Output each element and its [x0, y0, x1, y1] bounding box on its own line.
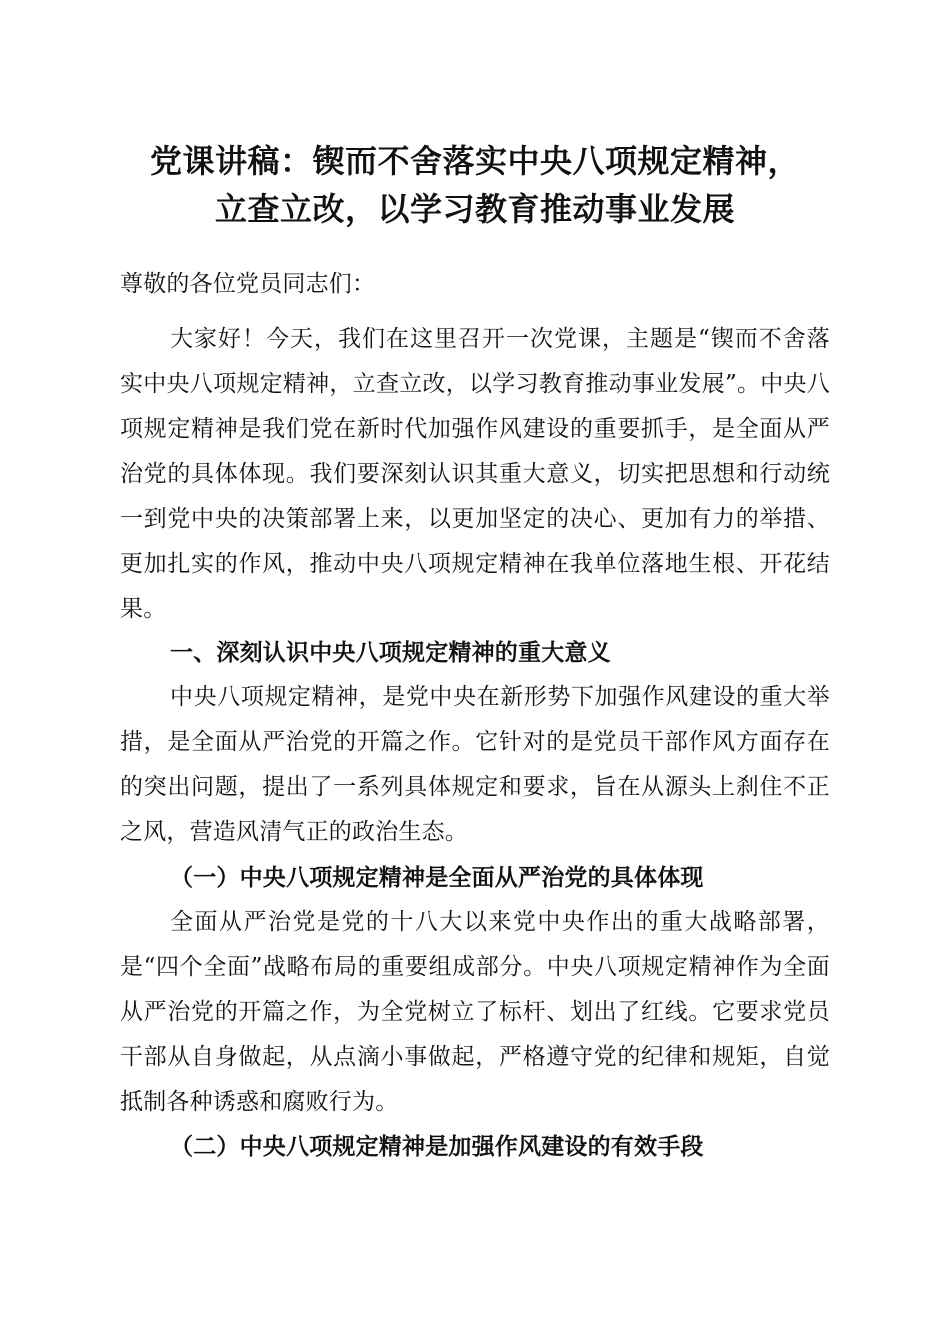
document-title-line-1: 党课讲稿：锲而不舍落实中央八项规定精神， [149, 142, 800, 180]
subsection-1-heading: （一）中央八项规定精神是全面从严治党的具体体现 [170, 864, 704, 891]
intro-paragraph: 大家好！今天，我们在这里召开一次党课，主题是“锲而不舍落实中央八项规定精神，立查立改，以学习教育推动事业发展”。中央八项规定精神是我们党在新时代加强作风建设的重要抓手，是全面从严治党的具体体现。我们要深刻认识其重大意义，切实把思想和行动统一到党中央的决策部署上来，以更加坚定的决心、更加有力的举措、更加扎实的作风，推动中央八项规定精神在我单位落地生根、开花结果。 [120, 326, 830, 622]
section-1-heading: 一、深刻认识中央八项规定精神的重大意义 [170, 640, 611, 666]
salutation: 尊敬的各位党员同志们： [120, 271, 376, 297]
subsection-1-paragraph: 全面从严治党是党的十八大以来党中央作出的重大战略部署，是“四个全面”战略布局的重要组成部分。中央八项规定精神作为全面从严治党的开篇之作，为全党树立了标杆、划出了红线。它要求党员干部从自身做起，从点滴小事做起，严格遵守党的纪律和规矩，自觉抵制各种诱惑和腐败行为。 [120, 909, 830, 1115]
subsection-2-heading: （二）中央八项规定精神是加强作风建设的有效手段 [170, 1133, 704, 1160]
section-1-paragraph: 中央八项规定精神，是党中央在新形势下加强作风建设的重大举措，是全面从严治党的开篇之作。它针对的是党员干部作风方面存在的突出问题，提出了一系列具体规定和要求，旨在从源头上刹住不正之风，营造风清气正的政治生态。 [120, 684, 830, 845]
document-title-line-2: 立查立改，以学习教育推动事业发展 [214, 190, 735, 228]
